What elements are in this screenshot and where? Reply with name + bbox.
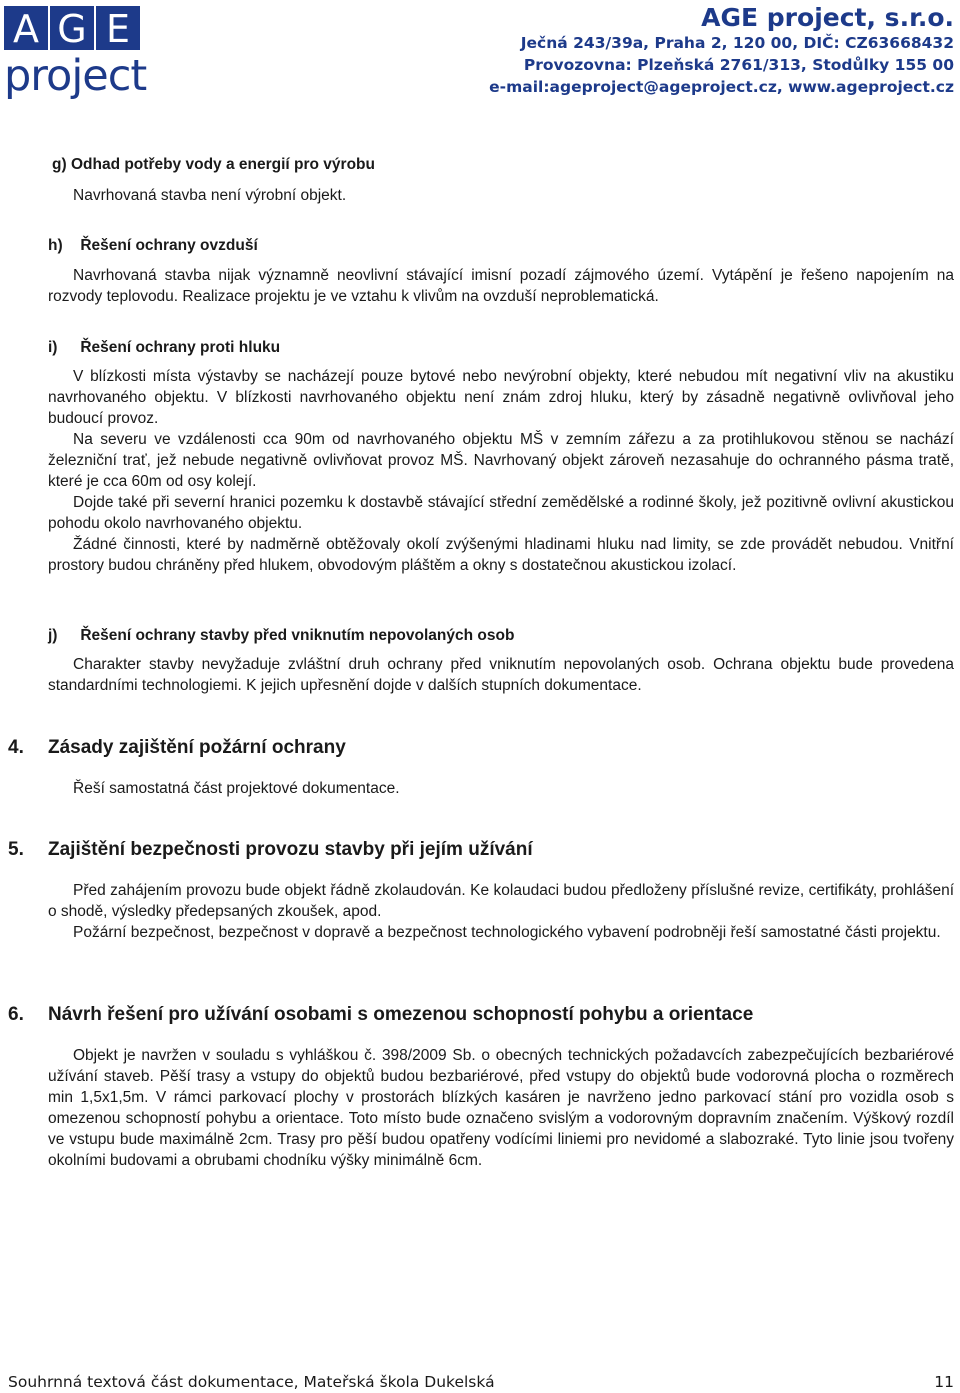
section-j-label: j) [48, 627, 58, 644]
logo-word: project [4, 51, 147, 101]
section-h [48, 235, 948, 256]
section-j-body [48, 654, 954, 696]
logo-letter-e: E [96, 6, 140, 50]
section-6-number: 6. [8, 1004, 24, 1025]
section-g [52, 154, 952, 175]
section-i [48, 337, 948, 358]
section-h-label: h) [48, 237, 63, 254]
section-i-paragraph-1: V blízkosti místa výstavby se nacházejí pouze bytové nebo nevýrobní objekty, které nebudou mít negativní vliv na akustiku navrhovaného objektu. V blízkosti navrhovaného objektu není znám zdroj hluku, který by zásadně negativně ovlivňoval jeho budoucí provoz. [48, 368, 954, 427]
footer-text: Souhrnná textová část dokumentace, Mateřská škola Dukelská [8, 1373, 495, 1391]
section-i-heading [48, 337, 948, 358]
section-5-title: Zajištění bezpečnosti provozu stavby při jejím užívání [48, 839, 533, 860]
section-5-body [48, 880, 954, 943]
section-4-title: Zásady zajištění požární ochrany [48, 737, 346, 758]
company-address: Ječná 243/39a, Praha 2, 120 00, DIČ: CZ63668432 [520, 34, 954, 52]
section-i-paragraph-2: Na severu ve vzdálenosti cca 90m od navrhovaného objektu MŠ v zemním zářezu a za protihlukovou stěnou se nachází železniční trať, jež nebude negativně ovlivňovat provoz MŠ. Navrhovaný objekt zároveň nezasahuje do ochranného pásma tratě, které je cca 60m od osy kolejí. [48, 431, 954, 490]
section-j-text: Charakter stavby nevyžaduje zvláštní druh ochrany před vniknutím nepovolaných osob. Ochrana objektu bude provedena standardními technologiemi. K jejich upřesnění dojde v dalších stupních dokumentace. [48, 656, 954, 694]
section-i-title: Řešení ochrany proti hluku [80, 339, 281, 356]
section-i-label: i) [48, 339, 58, 356]
company-contact: e-mail:ageproject@ageproject.cz, www.ageproject.cz [489, 78, 954, 96]
section-h-heading [48, 235, 948, 256]
section-g-body [73, 185, 953, 206]
section-g-heading [52, 154, 952, 175]
section-5-paragraph-2: Požární bezpečnost, bezpečnost v dopravě a bezpečnost technologického vybavení podrobněji řeší samostatné části projektu. [73, 924, 941, 941]
section-j-heading [48, 625, 948, 646]
section-h-title: Řešení ochrany ovzduší [80, 237, 258, 254]
company-branch: Provozovna: Plzeňská 2761/313, Stodůlky 155 00 [523, 56, 954, 74]
section-5-paragraph-1: Před zahájením provozu bude objekt řádně zkolaudován. Ke kolaudaci budou předloženy příslušné revize, certifikáty, prohlášení o shodě, výsledky předepsaných zkoušek, apod. [48, 882, 954, 920]
section-g-text: Navrhovaná stavba není výrobní objekt. [73, 187, 347, 204]
section-g-title: Odhad potřeby vody a energií pro výrobu [70, 156, 375, 173]
section-h-text: Navrhovaná stavba nijak významně neovlivní stávající imisní pozadí zájmového území. Vytápění je řešeno napojením na rozvody teplovodu. Realizace projektu je ve vztahu k vlivům na ovzduší neproblematická. [48, 267, 954, 305]
page-number: 11 [934, 1373, 954, 1391]
logo-letter-g: G [50, 6, 94, 50]
company-name: AGE project, s.r.o. [701, 3, 954, 32]
section-6-body [48, 1045, 954, 1171]
section-6-heading [8, 1003, 753, 1027]
section-i-paragraph-4: Žádné činnosti, které by nadměrně obtěžovaly okolí zvýšenými hladinami hluku nad limity, se zde provádět nebudou. Vnitřní prostory budou chráněny před hlukem, obvodovým pláštěm a okny s dostatečnou akustickou izolací. [48, 536, 954, 574]
section-4-body [73, 778, 953, 799]
section-j [48, 625, 948, 646]
company-info [489, 4, 954, 98]
page-footer [8, 1372, 954, 1392]
section-g-label: g) [52, 156, 67, 173]
section-6-title: Návrh řešení pro užívání osobami s omezenou schopností pohybu a orientace [48, 1004, 754, 1025]
section-5-number: 5. [8, 839, 24, 860]
section-i-body [48, 366, 954, 576]
section-i-paragraph-3: Dojde také při severní hranici pozemku k dostavbě stávající střední zemědělské a rodinné školy, jež pozitivně ovlivní akustickou pohodu okolo navrhovaného objektu. [48, 494, 954, 532]
section-5-heading [8, 838, 533, 862]
section-6-text: Objekt je navržen v souladu s vyhláškou č. 398/2009 Sb. o obecných technických požadavcích zabezpečujících bezbariérové užívání staveb. Pěší trasy a vstupy do objektů budou bezbariérové, před vstupy do objektů bude vodorovná plocha o rozměrech min 1,5x1,5m. V rámci parkovací plochy v prostorách blízkých kasáren je navrženo jedno parkovací stání pro vozidla osob s omezenou schopností pohybu a orientace. Toto místo bude označeno svislým a vodorovným dopravním značením. Výškový rozdíl ve vstupu bude maximálně 2cm. Trasy pro pěší budou opatřeny vodícími liniemi pro nevidomé a slabozraké. Tyto linie jsou tvořeny okolními budovami a obrubami chodníku výšky minimálně 6cm. [48, 1047, 954, 1169]
section-4-heading [8, 736, 346, 760]
logo-letter-a: A [4, 6, 48, 50]
section-h-body [48, 265, 954, 307]
section-4-text: Řeší samostatná část projektové dokumentace. [73, 780, 400, 797]
section-4-number: 4. [8, 737, 24, 758]
section-j-title: Řešení ochrany stavby před vniknutím nepovolaných osob [80, 627, 515, 644]
company-logo [4, 6, 154, 101]
